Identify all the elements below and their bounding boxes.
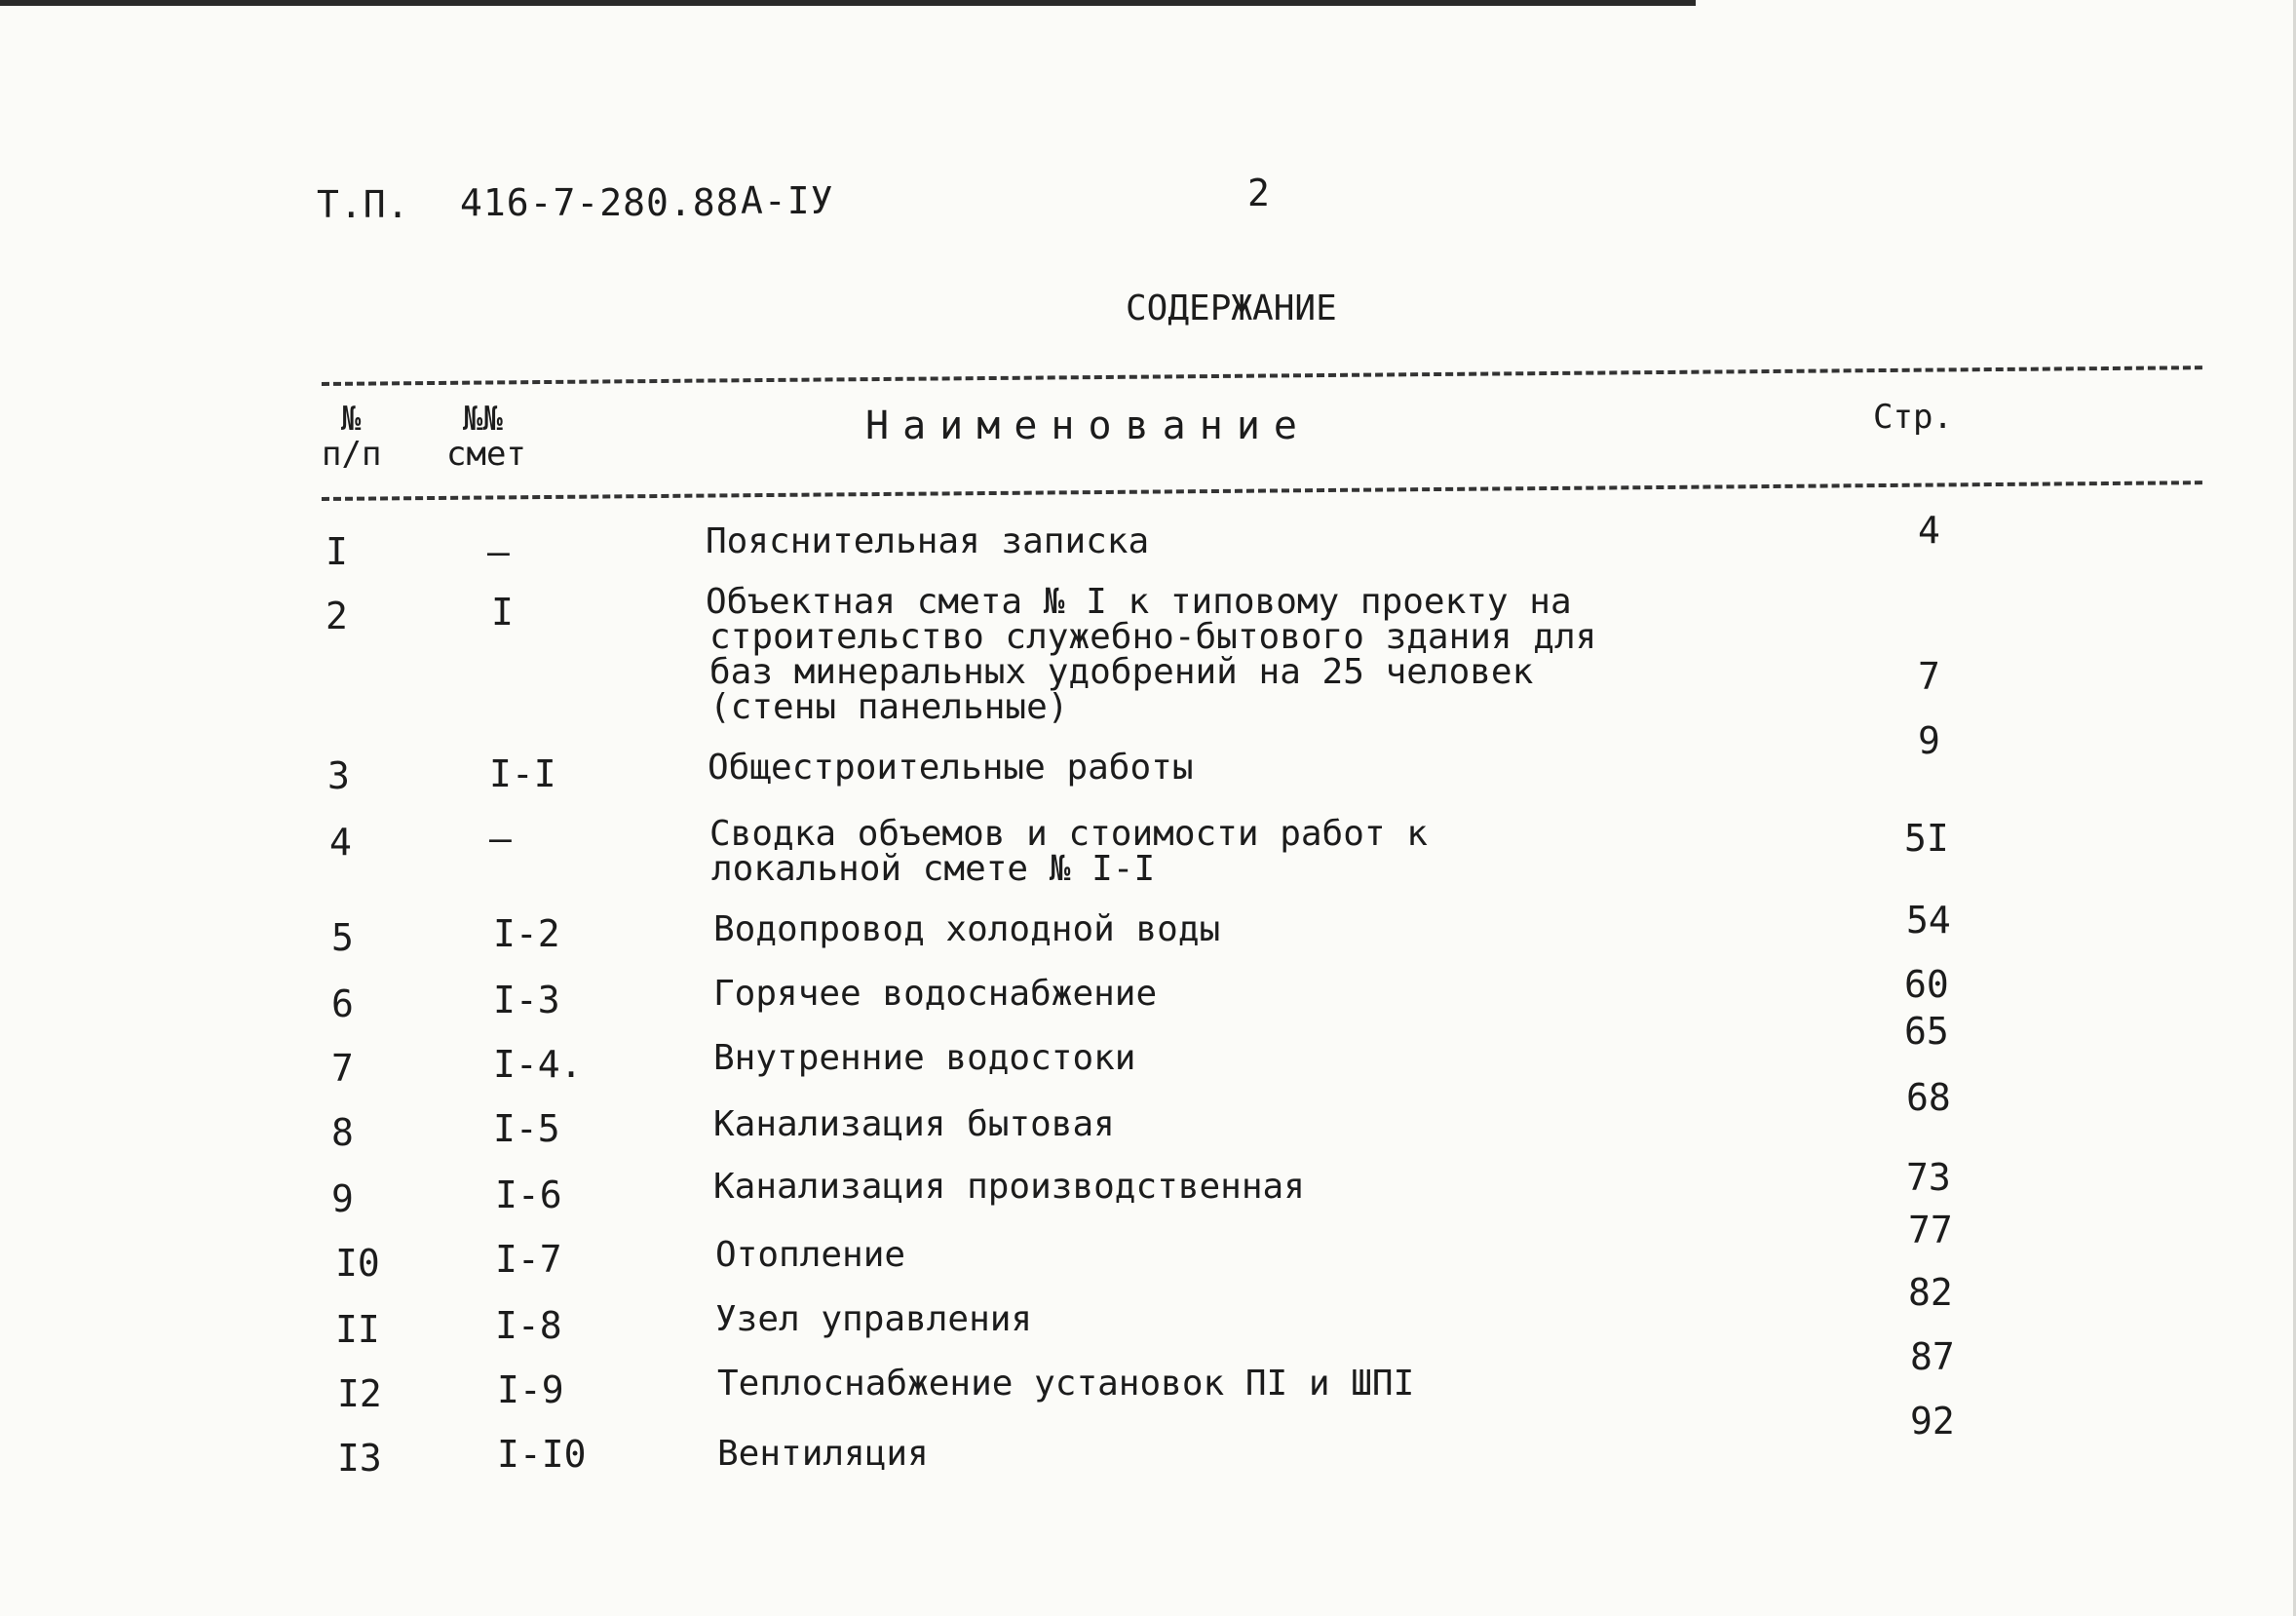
row-page: 68 [1906,1076,1951,1119]
table-top-rule [322,366,2202,386]
row-page: 77 [1908,1209,1953,1251]
col-num-label: п/п [322,435,382,474]
row-name-line: Общестроительные работы [708,748,1194,788]
row-num: II [335,1308,380,1351]
row-smet: I-3 [493,979,560,1021]
row-smet: I-7 [495,1238,562,1281]
row-num: 2 [325,595,348,637]
row-name-line: Сводка объемов и стоимости работ к [709,814,1428,854]
row-name-line: локальной смете № I-I [711,849,1156,889]
col-smet-mark: №№ [463,400,503,439]
row-smet: – [489,817,512,860]
row-name-line: Внутренние водостоки [713,1038,1136,1078]
row-smet: I-9 [497,1368,564,1411]
row-name-line: Канализация производственная [713,1167,1305,1207]
row-name-line: Канализация бытовая [713,1104,1115,1144]
row-smet: I-I0 [497,1433,587,1476]
row-num: 6 [331,982,354,1025]
row-page: 82 [1908,1271,1953,1314]
row-smet: I-5 [493,1107,560,1150]
row-num: 9 [331,1177,354,1220]
row-smet: – [487,530,510,573]
row-name-line: строительство служебно-бытового здания для [709,617,1597,657]
col-page-label: Стр. [1873,398,1953,437]
row-page: 9 [1918,719,1940,762]
row-page: 7 [1918,655,1940,698]
row-page: 5I [1904,817,1949,860]
row-num: I [325,530,348,573]
row-name-line: Водопровод холодной воды [713,909,1221,949]
row-num: I2 [337,1372,382,1415]
row-name-line: Вентиляция [717,1434,929,1474]
row-num: I3 [337,1437,382,1480]
row-smet: I-I [489,752,556,795]
row-name-line: Горячее водоснабжение [713,974,1158,1014]
row-page: 92 [1910,1400,1955,1443]
row-page: 65 [1904,1010,1949,1053]
row-smet: I-6 [495,1174,562,1216]
col-smet-label: смет [446,435,526,474]
row-name-line: Теплоснабжение установок ПI и ШПI [717,1364,1415,1404]
row-name-line: (стены панельные) [709,687,1069,727]
row-page: 54 [1906,899,1951,942]
scan-top-edge [0,0,1696,6]
row-name-line: Узел управления [715,1299,1033,1339]
col-num-mark: № [341,400,362,439]
row-name-line: Пояснительная записка [706,521,1150,561]
header-album: А-IУ [741,179,834,222]
row-num: 3 [327,754,350,797]
row-page: 60 [1904,963,1949,1006]
row-num: 5 [331,916,354,959]
row-name-line: баз минеральных удобрений на 25 человек [709,652,1534,692]
row-smet: I [491,591,514,634]
row-smet: I-4. [493,1043,583,1086]
row-num: I0 [335,1242,380,1285]
row-num: 8 [331,1111,354,1154]
row-name-line: Отопление [715,1235,906,1275]
col-name-label: Наименование [865,404,1311,448]
row-page: 87 [1910,1335,1955,1378]
row-smet: I-2 [493,912,560,955]
page-number: 2 [1247,172,1271,214]
table-header-rule [322,481,2202,501]
row-page: 4 [1918,509,1940,552]
header-code: 416-7-280.88 [460,181,740,224]
document-title: СОДЕРЖАНИЕ [1126,289,1337,328]
row-name-line: Объектная смета № I к типовому проекту на [706,582,1572,622]
row-page: 73 [1906,1156,1951,1199]
row-num: 7 [331,1047,354,1090]
row-num: 4 [329,821,352,864]
row-smet: I-8 [495,1304,562,1347]
header-tp: Т.П. [317,183,410,226]
